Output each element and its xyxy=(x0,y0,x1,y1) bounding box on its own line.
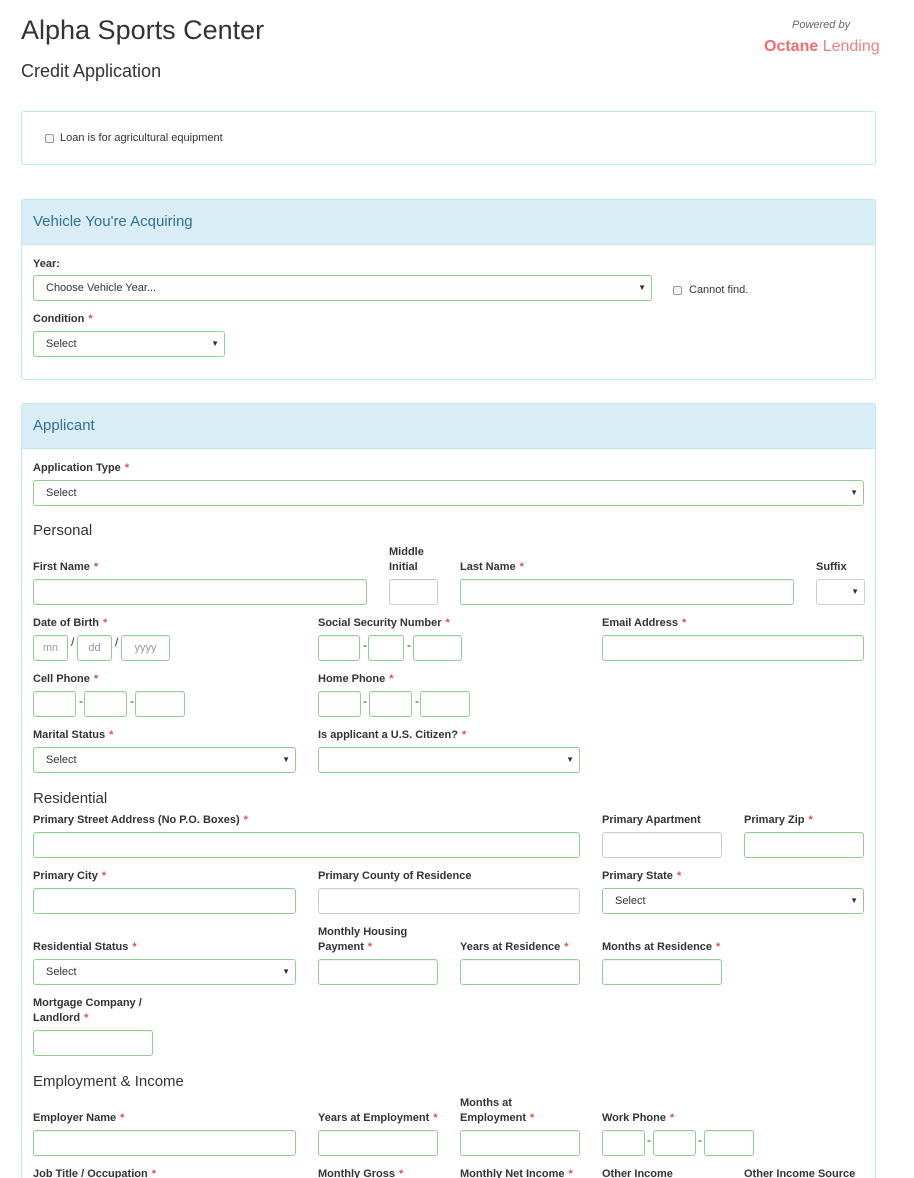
dob-label-text: Date of Birth xyxy=(33,617,99,629)
city-label xyxy=(33,869,106,884)
dob-label xyxy=(33,616,107,631)
dob-separator: / xyxy=(115,635,119,649)
required-asterisk: * xyxy=(445,617,450,629)
job-title-label-text: Job Title / Occupation xyxy=(33,1168,148,1178)
housing-payment-label-line2-text: Payment xyxy=(318,941,364,953)
housing-payment-label xyxy=(318,925,407,955)
dob-year-input[interactable]: yyyy xyxy=(121,635,170,661)
required-asterisk: * xyxy=(808,814,813,826)
zip-input[interactable] xyxy=(744,832,864,858)
marital-status-label-text: Marital Status xyxy=(33,729,106,741)
email-label-text: Email Address xyxy=(602,617,679,629)
last-name-label xyxy=(460,560,524,575)
powered-by-text: Powered by xyxy=(792,19,851,31)
required-asterisk: * xyxy=(716,941,721,953)
residential-status-label-text: Residential Status xyxy=(33,941,129,953)
phone-dash: - xyxy=(415,694,419,708)
condition-label-text: Condition xyxy=(33,313,85,325)
ssn-label xyxy=(318,616,450,631)
state-label xyxy=(602,869,681,884)
required-asterisk: * xyxy=(367,941,373,953)
required-asterisk: * xyxy=(682,617,687,629)
required-asterisk: * xyxy=(101,870,107,882)
residential-status-label xyxy=(33,940,137,955)
suffix-label: Suffix xyxy=(816,561,847,573)
months-employment-label-line1: Months at xyxy=(460,1097,512,1109)
work-phone-line-input[interactable] xyxy=(704,1130,754,1156)
cell-phone-label-text: Cell Phone xyxy=(33,673,90,685)
brand-bold: Octane xyxy=(764,38,819,55)
street-input[interactable] xyxy=(33,832,580,858)
apartment-label: Primary Apartment xyxy=(602,814,701,826)
state-label-text: Primary State xyxy=(602,870,673,882)
years-residence-input[interactable] xyxy=(460,959,580,985)
agricultural-panel xyxy=(21,111,876,165)
applicant-heading: Applicant xyxy=(22,404,875,449)
applicant-panel xyxy=(21,403,876,1178)
residential-status-select[interactable] xyxy=(33,959,296,985)
required-asterisk: * xyxy=(676,870,682,882)
required-asterisk: * xyxy=(109,729,114,741)
months-residence-label-text: Months at Residence xyxy=(602,941,713,953)
phone-dash: - xyxy=(647,1133,651,1147)
required-asterisk: * xyxy=(530,1112,535,1124)
cell-phone-line-input[interactable] xyxy=(135,691,185,717)
citizen-select[interactable] xyxy=(318,747,580,773)
months-residence-input[interactable] xyxy=(602,959,722,985)
condition-select-value: Select xyxy=(46,338,77,350)
required-asterisk: * xyxy=(103,617,108,629)
home-phone-label xyxy=(318,672,394,687)
apartment-input[interactable] xyxy=(602,832,722,858)
last-name-label-text: Last Name xyxy=(460,561,516,573)
ssn-part3-input[interactable] xyxy=(413,635,462,661)
agricultural-checkbox[interactable] xyxy=(45,134,54,143)
chevron-down-icon: ▼ xyxy=(211,339,219,348)
mortgage-label-line2 xyxy=(33,1011,142,1026)
required-asterisk: * xyxy=(93,673,99,685)
dob-day-input[interactable]: dd xyxy=(77,635,112,661)
page-title: Alpha Sports Center xyxy=(21,15,265,45)
state-select[interactable] xyxy=(602,888,864,914)
application-type-select[interactable] xyxy=(33,480,864,506)
required-asterisk: * xyxy=(389,673,394,685)
years-employment-label-text: Years at Employment xyxy=(318,1112,430,1124)
housing-payment-label-line1: Monthly Housing xyxy=(318,926,408,938)
chevron-down-icon: ▼ xyxy=(851,587,859,596)
monthly-gross-label xyxy=(318,1167,403,1178)
employer-label-text: Employer Name xyxy=(33,1112,117,1124)
employer-label xyxy=(33,1111,124,1126)
street-label xyxy=(33,813,248,828)
years-residence-label xyxy=(460,940,569,955)
brand-rest: Lending xyxy=(818,38,880,55)
middle-initial-label-line2: Initial xyxy=(389,561,418,573)
phone-dash: - xyxy=(130,694,134,708)
citizen-label xyxy=(318,728,466,743)
citizen-label-text: Is applicant a U.S. Citizen? xyxy=(318,729,458,741)
section-residential: Residential xyxy=(33,790,108,807)
mortgage-label-line1: Mortgage Company / xyxy=(33,997,142,1009)
work-phone-label xyxy=(602,1111,674,1126)
phone-dash: - xyxy=(698,1133,702,1147)
year-select-value: Choose Vehicle Year... xyxy=(46,282,157,294)
marital-status-select[interactable] xyxy=(33,747,296,773)
phone-dash: - xyxy=(79,694,83,708)
cannot-find-checkbox[interactable] xyxy=(673,286,682,295)
required-asterisk: * xyxy=(461,729,467,741)
mortgage-input[interactable] xyxy=(33,1030,153,1056)
section-personal: Personal xyxy=(33,522,93,539)
county-input[interactable] xyxy=(318,888,580,914)
residential-status-value: Select xyxy=(46,966,77,978)
condition-label xyxy=(33,312,93,327)
required-asterisk: * xyxy=(564,941,569,953)
required-asterisk: * xyxy=(568,1168,573,1178)
dob-month-input[interactable]: mn xyxy=(33,635,68,661)
mortgage-label-line2-text: Landlord xyxy=(33,1012,81,1024)
dob-separator: / xyxy=(71,635,75,649)
year-select[interactable] xyxy=(33,275,652,301)
section-employment: Employment & Income xyxy=(33,1073,184,1090)
email-input[interactable] xyxy=(602,635,864,661)
ssn-label-text: Social Security Number xyxy=(318,617,442,629)
chevron-down-icon: ▼ xyxy=(850,488,858,497)
ssn-dash: - xyxy=(363,638,367,652)
condition-select[interactable] xyxy=(33,331,225,357)
work-phone-area-input[interactable] xyxy=(602,1130,645,1156)
first-name-input[interactable] xyxy=(33,579,367,605)
agricultural-label: Loan is for agricultural equipment xyxy=(60,132,223,144)
application-type-label-text: Application Type xyxy=(33,462,121,474)
required-asterisk: * xyxy=(519,561,524,573)
suffix-select[interactable] xyxy=(816,579,865,605)
housing-payment-input[interactable] xyxy=(318,959,438,985)
city-label-text: Primary City xyxy=(33,870,98,882)
years-residence-label-text: Years at Residence xyxy=(460,941,561,953)
years-employment-label xyxy=(318,1111,438,1126)
months-residence-label xyxy=(602,940,720,955)
year-label: Year: xyxy=(33,258,60,270)
chevron-down-icon: ▼ xyxy=(638,283,646,292)
required-asterisk: * xyxy=(669,1112,675,1124)
months-employment-input[interactable] xyxy=(460,1130,580,1156)
street-label-text: Primary Street Address (No P.O. Boxes) xyxy=(33,814,240,826)
phone-dash: - xyxy=(363,694,367,708)
required-asterisk: * xyxy=(399,1168,404,1178)
work-phone-label-text: Work Phone xyxy=(602,1112,666,1124)
vehicle-heading: Vehicle You're Acquiring xyxy=(22,200,875,245)
middle-initial-label-line1: Middle xyxy=(389,546,424,558)
required-asterisk: * xyxy=(88,313,93,325)
chevron-down-icon: ▼ xyxy=(566,755,574,764)
email-label xyxy=(602,616,686,631)
required-asterisk: * xyxy=(93,561,99,573)
brand-logo xyxy=(764,38,880,56)
application-type-label xyxy=(33,461,129,476)
marital-status-value: Select xyxy=(46,754,77,766)
cell-phone-prefix-input[interactable] xyxy=(84,691,127,717)
required-asterisk: * xyxy=(151,1168,156,1178)
page-subtitle: Credit Application xyxy=(21,61,162,81)
first-name-label-text: First Name xyxy=(33,561,90,573)
ssn-part2-input[interactable] xyxy=(368,635,404,661)
home-phone-prefix-input[interactable] xyxy=(369,691,412,717)
home-phone-area-input[interactable] xyxy=(318,691,361,717)
required-asterisk: * xyxy=(120,1112,125,1124)
cannot-find-label: Cannot find. xyxy=(689,284,749,296)
ssn-dash: - xyxy=(407,638,411,652)
middle-initial-input[interactable] xyxy=(389,579,438,605)
last-name-input[interactable] xyxy=(460,579,794,605)
cell-phone-label xyxy=(33,672,98,687)
months-employment-label-line2 xyxy=(460,1111,534,1126)
years-employment-input[interactable] xyxy=(318,1130,438,1156)
cell-phone-area-input[interactable] xyxy=(33,691,76,717)
state-value: Select xyxy=(615,895,646,907)
middle-initial-label xyxy=(389,545,424,575)
zip-label xyxy=(744,813,813,828)
housing-payment-label-line2 xyxy=(318,940,407,955)
monthly-gross-label-text: Monthly Gross xyxy=(318,1168,396,1178)
monthly-net-label-text: Monthly Net Income xyxy=(460,1168,565,1178)
first-name-label xyxy=(33,560,98,575)
work-phone-prefix-input[interactable] xyxy=(653,1130,696,1156)
months-employment-label xyxy=(460,1096,534,1126)
city-input[interactable] xyxy=(33,888,296,914)
chevron-down-icon: ▼ xyxy=(282,967,290,976)
monthly-net-label xyxy=(460,1167,573,1178)
employer-input[interactable] xyxy=(33,1130,296,1156)
vehicle-panel xyxy=(21,199,876,380)
job-title-label xyxy=(33,1167,156,1178)
home-phone-line-input[interactable] xyxy=(420,691,470,717)
application-type-value: Select xyxy=(46,487,77,499)
county-label: Primary County of Residence xyxy=(318,870,472,882)
other-income-source-label: Other Income Source xyxy=(744,1168,856,1178)
other-income-label: Other Income xyxy=(602,1168,673,1178)
home-phone-label-text: Home Phone xyxy=(318,673,386,685)
chevron-down-icon: ▼ xyxy=(282,755,290,764)
ssn-part1-input[interactable] xyxy=(318,635,360,661)
required-asterisk: * xyxy=(132,941,137,953)
required-asterisk: * xyxy=(433,1112,438,1124)
mortgage-label xyxy=(33,996,142,1026)
chevron-down-icon: ▼ xyxy=(850,896,858,905)
required-asterisk: * xyxy=(84,1012,89,1024)
zip-label-text: Primary Zip xyxy=(744,814,805,826)
required-asterisk: * xyxy=(124,462,130,474)
required-asterisk: * xyxy=(243,814,248,826)
months-employment-label-line2-text: Employment xyxy=(460,1112,527,1124)
marital-status-label xyxy=(33,728,113,743)
